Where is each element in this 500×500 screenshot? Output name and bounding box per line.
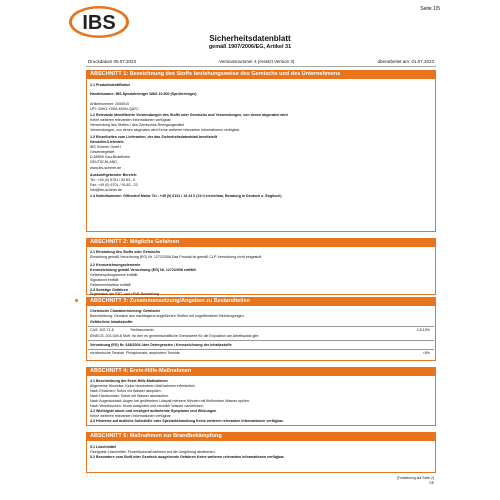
table-rule [88, 349, 434, 350]
svg-text:IBS: IBS [82, 12, 116, 34]
section-5-line: 5.1 Löschmittel [90, 445, 117, 449]
ingredient-percent: 2,5-10% [416, 328, 430, 332]
section-4-line: Allgemeine Hinweise: Keine besonderen Maßnahmen erforderlich. [90, 384, 196, 388]
language-code: DE [429, 481, 434, 485]
section-1-line: Keine weiteren relevanten Informationen verfügbar. [90, 118, 172, 122]
section-1-line: Artikelnummer: 2050510 [90, 102, 130, 106]
section-2-line: Gefahrenpiktogramme entfällt [90, 273, 138, 277]
section-1-heading: ABSCHNITT 1: Bezeichnung des Stoffs beziehungsweise des Gemischs und des Unternehmens [86, 70, 436, 79]
section-2-line: 2.2 Kennzeichnungselemente [90, 263, 141, 267]
section-3-line: Chemische Charakterisierung: Gemische [90, 309, 161, 313]
section-1-link[interactable]: www.ibs-scherer.de [90, 166, 122, 170]
section-5-heading: ABSCHNITT 5: Maßnahmen zur Brandbekämpfung [86, 432, 436, 441]
section-4-line: Nach Einatmen: Sofort mit Wasser abspülen. [90, 389, 162, 393]
section-3-line: Beschreibung: Gemisch aus nachfolgend angeführten Stoffen mit ungefährlichen Beimengungen. [90, 314, 245, 318]
section-1-line: 1.2 Relevante identifizierte Verwendungen des Stoffs oder Gemischs und Verwendungen, von denen abgeraten wird [90, 113, 288, 117]
ingredient-name: Triethanolamin [130, 328, 154, 332]
section-1-line: Gewerbegebiet [90, 150, 115, 154]
section-1-email[interactable]: info@ibs-scherer.de [90, 188, 123, 192]
section-4-line: Nach Augenkontakt: Augen bei geöffnetem Lidspalt mehrere Minuten mit fließendem Wasser spülen. [90, 399, 250, 403]
section-1-line: Hersteller/Lieferant: [90, 140, 124, 144]
detergent-ingredients: nichtionische Tenside, Phosphonate, amphotere Tenside [90, 351, 180, 355]
section-1-line: UFI: 03HG-Y0SA-K00N-QAYC [90, 107, 139, 111]
section-2-line: Kennzeichnung gemäß Verordnung (EG) Nr. 1272/2008 entfällt [90, 268, 196, 272]
section-4-line: Nach Hautkontakt: Sofort mit Wasser abwaschen. [90, 394, 170, 398]
ingredient-einecs: EINECS: 203-049-8 Stoff, für den es gemeinschaftliche Grenzwerte für die Exposition am Arbeitsplatz gibt [90, 334, 259, 338]
section-4-line: 4.3 Hinweise auf ärztliche Soforthilfe oder Spezialbehandlung Keine weiteren relevanten Informationen verfügbar. [90, 419, 284, 423]
section-1-line: Auskunftgebender Bereich: [90, 173, 138, 177]
section-1-line: Tel.: +49 (0) 6701 / 93 83 - 0 [90, 178, 136, 182]
page-number: Seite 1/5 [420, 6, 440, 12]
section-3-line: Verordnung (EG) Nr. 648/2004 über Detergenzien / Kennzeichnung der Inhaltsstoffe [90, 343, 232, 347]
section-2-line: 2.1 Einstufung des Stoffs oder Gemischs [90, 250, 161, 254]
section-5-line: 5.2 Besondere vom Stoff oder Gemisch ausgehende Gefahren Keine weiteren relevanten Informationen verfügbar. [90, 455, 285, 459]
version-number: Versionsnummer 4 (ersetzt Version 3) [219, 59, 295, 64]
section-4-line: 4.1 Beschreibung der Erste-Hilfe-Maßnahmen [90, 379, 168, 383]
section-1-box [86, 79, 436, 232]
section-2-line: Signalwort entfällt [90, 278, 119, 282]
document-subtitle: gemäß 1907/2006/EG, Artikel 31 [208, 44, 292, 50]
section-2-line: Gefahrenhinweise entfällt [90, 283, 131, 287]
margin-marker [75, 299, 78, 302]
table-rule [88, 326, 434, 327]
section-4-heading: ABSCHNITT 4: Erste-Hilfe-Maßnahmen [86, 367, 436, 376]
date-line [88, 59, 434, 64]
section-1-line: 1.1 Produktidentifikator [90, 83, 131, 87]
section-4-line: Keine weiteren relevanten Informationen verfügbar. [90, 414, 172, 418]
section-2-line: Einstufung gemäß Verordnung (EG) Nr. 1272/2008 Das Produkt ist gemäß CLP-Verordnung nicht eingestuft. [90, 255, 263, 259]
section-4-line: 4.2 Wichtigste akute und verzögert auftretende Symptome und Wirkungen [90, 409, 217, 413]
section-1-line: DEUTSCHLAND [90, 160, 117, 164]
section-1-line: Verwendung des Stoffes / des Gemisches Reinigungsmittel [90, 123, 185, 127]
section-1-line: Verwendungen, von denen abgeraten wird Keine weiteren relevanten Informationen verfügbar. [90, 128, 241, 132]
document-title: Sicherheitsdatenblatt [209, 34, 291, 43]
section-4-line: Nach Verschlucken: Mund ausspülen und reichlich Wasser nachtrinken. [90, 404, 204, 408]
section-2-line: 2.3 Sonstige Gefahren [90, 288, 128, 292]
print-date: Druckdatum 05.07.2023 [88, 59, 137, 64]
section-2-heading: ABSCHNITT 2: Mögliche Gefahren [86, 238, 436, 247]
section-2-line: Ergebnisse der PBT- und vPvB-Beurteilung [90, 292, 159, 296]
continuation-note: (Fortsetzung auf Seite 2) [396, 476, 434, 480]
section-1-line: 1.4 Notrufnummer: Giftnotruf Mainz Tel.: +49 (0) 6131 / 19 24 0 (24 h erreichbar, Beratung in Deutsch u. Englisch) [90, 194, 282, 198]
header-divider [86, 66, 436, 67]
section-3-line: Gefährliche Inhaltsstoffe: [90, 320, 134, 324]
section-1-line: Handelsname: IBS-Spezialreiniger WAS 10.500 (Sprühreiniger) [90, 92, 197, 96]
section-1-line: D-55599 Gau-Bickelheim [90, 155, 131, 159]
section-1-line: Fax: +49 (0) 6701 / 93 83 - 22 [90, 183, 138, 187]
detergent-percent: <5% [422, 351, 430, 355]
section-1-line: IBS Scherer GmbH [90, 145, 121, 149]
table-rule [88, 340, 434, 341]
section-1-line: 1.3 Einzelheiten zum Lieferanten, der das Sicherheitsdatenblatt bereitstellt [90, 135, 218, 139]
section-5-line: Geeignete Löschmittel: Feuerlöschmaßnahmen auf die Umgebung abstimmen. [90, 450, 216, 454]
ingredient-cas: CAS: 102-71-6 [90, 328, 114, 332]
revised-date: überarbeitet am: 01.07.2023 [377, 59, 434, 64]
section-3-heading: ABSCHNITT 3: Zusammensetzung/Angaben zu Bestandteilen [86, 297, 436, 306]
